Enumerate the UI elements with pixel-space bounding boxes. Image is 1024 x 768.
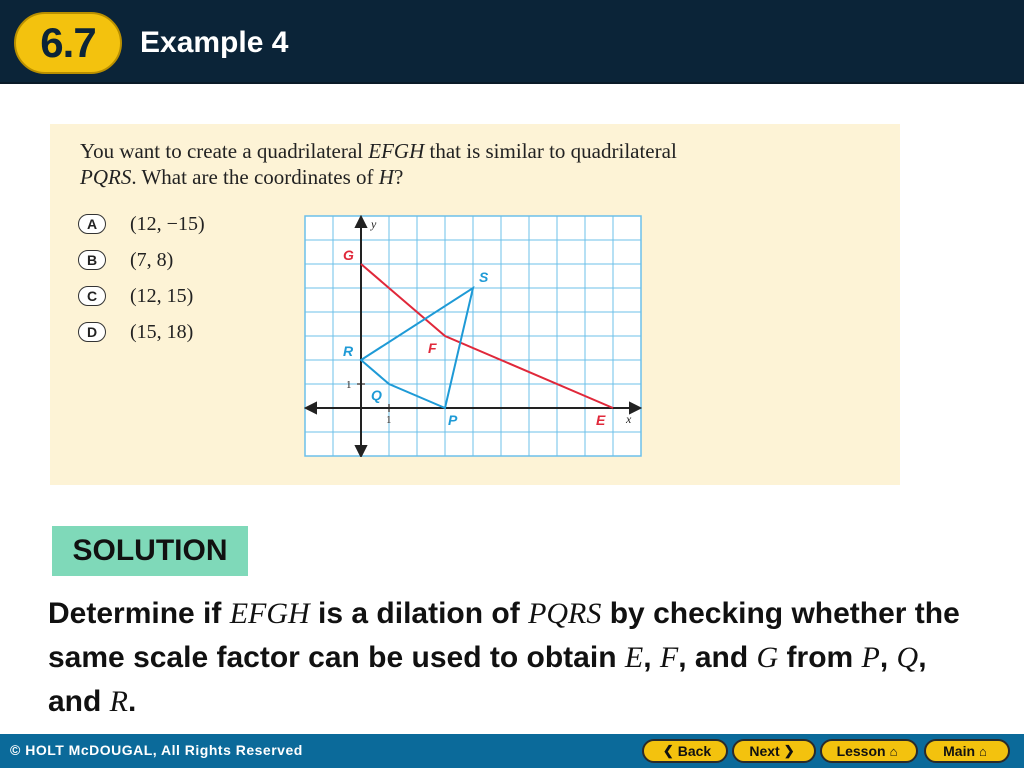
next-label: Next xyxy=(749,743,780,759)
lesson-button[interactable] xyxy=(820,739,918,763)
explanation-text xyxy=(48,592,978,724)
choice-letter: B xyxy=(78,250,106,270)
question-text-part: that is similar to quadrilateral xyxy=(424,139,677,163)
choice-value: (12, 15) xyxy=(130,284,194,307)
chevron-left-icon: ❮ xyxy=(662,743,674,758)
next-button[interactable] xyxy=(732,739,816,763)
explanation-var: EFGH xyxy=(229,597,310,630)
choice-d[interactable] xyxy=(78,320,193,344)
explanation-part: by checking whether the same scale factor can be used to obtain xyxy=(48,597,960,674)
page-title: Example 4 xyxy=(140,26,289,59)
choice-value: (12, −15) xyxy=(130,212,205,235)
point-g-label: G xyxy=(343,247,354,263)
explanation-part: , and xyxy=(678,641,757,674)
explanation-var: PQRS xyxy=(528,597,602,630)
question-panel xyxy=(50,124,900,485)
choice-letter: D xyxy=(78,322,106,342)
question-text-part: ? xyxy=(393,165,404,189)
home-icon: ⌂ xyxy=(889,743,898,759)
point-p-label: P xyxy=(448,412,458,428)
choice-value: (7, 8) xyxy=(130,248,174,271)
back-button[interactable] xyxy=(642,739,728,763)
choice-letter: A xyxy=(78,214,106,234)
choice-b[interactable] xyxy=(78,248,173,272)
explanation-var: F xyxy=(659,641,679,674)
point-s-label: S xyxy=(479,269,489,285)
coordinate-graph xyxy=(304,215,642,457)
home-icon: ⌂ xyxy=(979,743,987,759)
lesson-label: Lesson xyxy=(836,743,886,759)
explanation-var: R xyxy=(109,685,128,718)
y-axis-label: y xyxy=(371,217,377,231)
point-q-label: Q xyxy=(371,387,382,403)
question-var-efgh: EFGH xyxy=(368,139,425,163)
x-axis-label: x xyxy=(626,412,632,426)
section-badge xyxy=(14,12,122,74)
explanation-var: E xyxy=(624,641,644,674)
choice-value: (15, 18) xyxy=(130,320,194,343)
explanation-part: from xyxy=(778,641,862,674)
explanation-part: , xyxy=(643,641,660,674)
section-number: 6.7 xyxy=(40,19,96,66)
point-r-label: R xyxy=(343,343,354,359)
explanation-part: , and xyxy=(48,641,927,718)
question-text-part: You want to create a quadrilateral xyxy=(80,139,369,163)
point-e-label: E xyxy=(596,412,606,428)
solution-label: SOLUTION xyxy=(52,526,248,576)
question-var-h: H xyxy=(378,165,394,189)
footer-bar xyxy=(0,734,1024,768)
x-tick-label: 1 xyxy=(386,414,392,426)
main-label: Main xyxy=(943,743,976,759)
explanation-part: . xyxy=(128,685,137,718)
header-bar xyxy=(0,0,1024,84)
chevron-right-icon: ❯ xyxy=(783,743,795,758)
back-label: Back xyxy=(677,743,712,759)
explanation-part: is a dilation of xyxy=(309,597,529,630)
main-button[interactable] xyxy=(924,739,1010,763)
explanation-var: P xyxy=(861,641,880,674)
choice-a[interactable] xyxy=(78,212,205,236)
y-tick-label: 1 xyxy=(346,379,352,391)
question-text-part: . What are the coordinates of xyxy=(131,165,379,189)
explanation-var: G xyxy=(756,641,779,674)
choice-c[interactable] xyxy=(78,284,193,308)
explanation-part: Determine if xyxy=(48,597,230,630)
point-f-label: F xyxy=(428,340,437,356)
question-var-pqrs: PQRS xyxy=(80,165,132,189)
question-text xyxy=(80,138,880,190)
copyright-text: © HOLT McDOUGAL, All Rights Reserved xyxy=(10,742,303,758)
choice-letter: C xyxy=(78,286,106,306)
explanation-var: Q xyxy=(896,641,919,674)
explanation-part: , xyxy=(879,641,897,674)
